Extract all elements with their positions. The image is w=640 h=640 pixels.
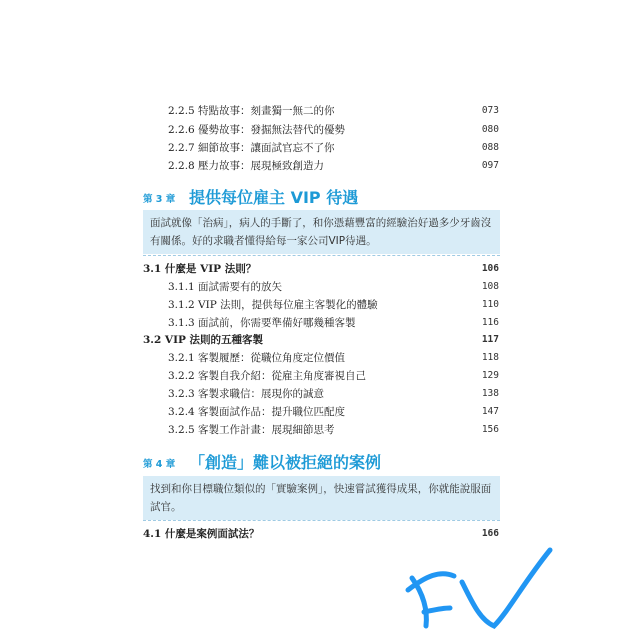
toc-entry — [0, 296, 640, 314]
toc-entry-page: 108 — [481, 281, 499, 292]
toc-entry-page: 073 — [481, 105, 499, 116]
toc-entry — [0, 139, 640, 157]
toc-entry-page: 129 — [481, 370, 499, 381]
toc-entry-label: 3.1.3 面試前，你需要準備好哪幾種客製 — [168, 317, 356, 329]
toc-entry-label: 3.2.2 客製自我介紹：從雇主角度審視自己 — [168, 370, 367, 382]
toc-section-label: 3.1 什麼是 VIP 法則？ — [143, 263, 257, 275]
toc-entry-label: 3.2.1 客製履歷：從職位角度定位價值 — [168, 352, 346, 364]
toc-entry — [0, 421, 640, 439]
chapter-heading — [143, 450, 503, 476]
toc-section-label: 3.2 VIP 法則的五種客製 — [143, 334, 264, 346]
toc-entry — [0, 278, 640, 296]
chapter-heading — [143, 185, 503, 211]
chapter-intro: 面試就像「治病」，病人的手斷了，和你憑藉豐富的經驗治好過多少牙齒沒有關係。好的求職者懂得給每一家公司VIP待遇。 — [143, 210, 500, 254]
toc-entry — [0, 157, 640, 175]
toc-entry-label: 3.1.2 VIP 法則，提供每位雇主客製化的體驗 — [168, 299, 378, 311]
toc-entry-page: 138 — [481, 388, 499, 399]
toc-entry-page: 088 — [481, 142, 499, 153]
toc-section — [0, 331, 640, 349]
chapter-intro: 找到和你目標職位類似的「實驗案例」，快速嘗試獲得成果，你就能說服面試官。 — [143, 476, 500, 520]
toc-entry — [0, 102, 640, 120]
toc-entry-label: 3.2.4 客製面試作品：提升職位匹配度 — [168, 406, 346, 418]
toc-entry-label: 3.2.3 客製求職信：展現你的誠意 — [168, 388, 325, 400]
toc-entry-page: 080 — [481, 124, 499, 135]
toc-entry-page: 116 — [481, 317, 499, 328]
toc-section — [0, 525, 640, 543]
toc-entry — [0, 385, 640, 403]
divider — [143, 255, 500, 256]
toc-entry-label: 2.2.6 優勢故事：發掘無法替代的優勢 — [168, 124, 346, 136]
toc-entry-label: 3.2.5 客製工作計畫：展現細節思考 — [168, 424, 335, 436]
chapter-title: 「創造」難以被拒絕的案例 — [189, 453, 382, 472]
toc-entry-label: 3.1.1 面試需要有的放矢 — [168, 281, 283, 293]
toc-section-page: 117 — [481, 334, 499, 345]
chapter-number: 第 4 章 — [143, 459, 176, 470]
toc-section-page: 106 — [481, 263, 499, 274]
handwritten-logo-icon — [404, 542, 554, 632]
toc-entry-page: 110 — [481, 299, 499, 310]
toc-entry — [0, 367, 640, 385]
toc-entry-page: 147 — [481, 406, 499, 417]
toc-entry — [0, 314, 640, 332]
toc-section-page: 166 — [481, 528, 499, 539]
toc-entry-label: 2.2.7 細節故事：讓面試官忘不了你 — [168, 142, 335, 154]
toc-entry — [0, 403, 640, 421]
divider — [143, 520, 500, 521]
chapter-number: 第 3 章 — [143, 194, 176, 205]
toc-entry-page: 156 — [481, 424, 499, 435]
toc-entry — [0, 349, 640, 367]
toc-section-label: 4.1 什麼是案例面試法？ — [143, 528, 260, 540]
toc-entry — [0, 121, 640, 139]
toc-entry-label: 2.2.8 壓力故事：展現極致創造力 — [168, 160, 325, 172]
toc-entry-page: 097 — [481, 160, 499, 171]
toc-section — [0, 260, 640, 278]
chapter-title: 提供每位雇主 VIP 待遇 — [189, 188, 359, 207]
toc-entry-page: 118 — [481, 352, 499, 363]
toc-entry-label: 2.2.5 特點故事：刻畫獨一無二的你 — [168, 105, 335, 117]
